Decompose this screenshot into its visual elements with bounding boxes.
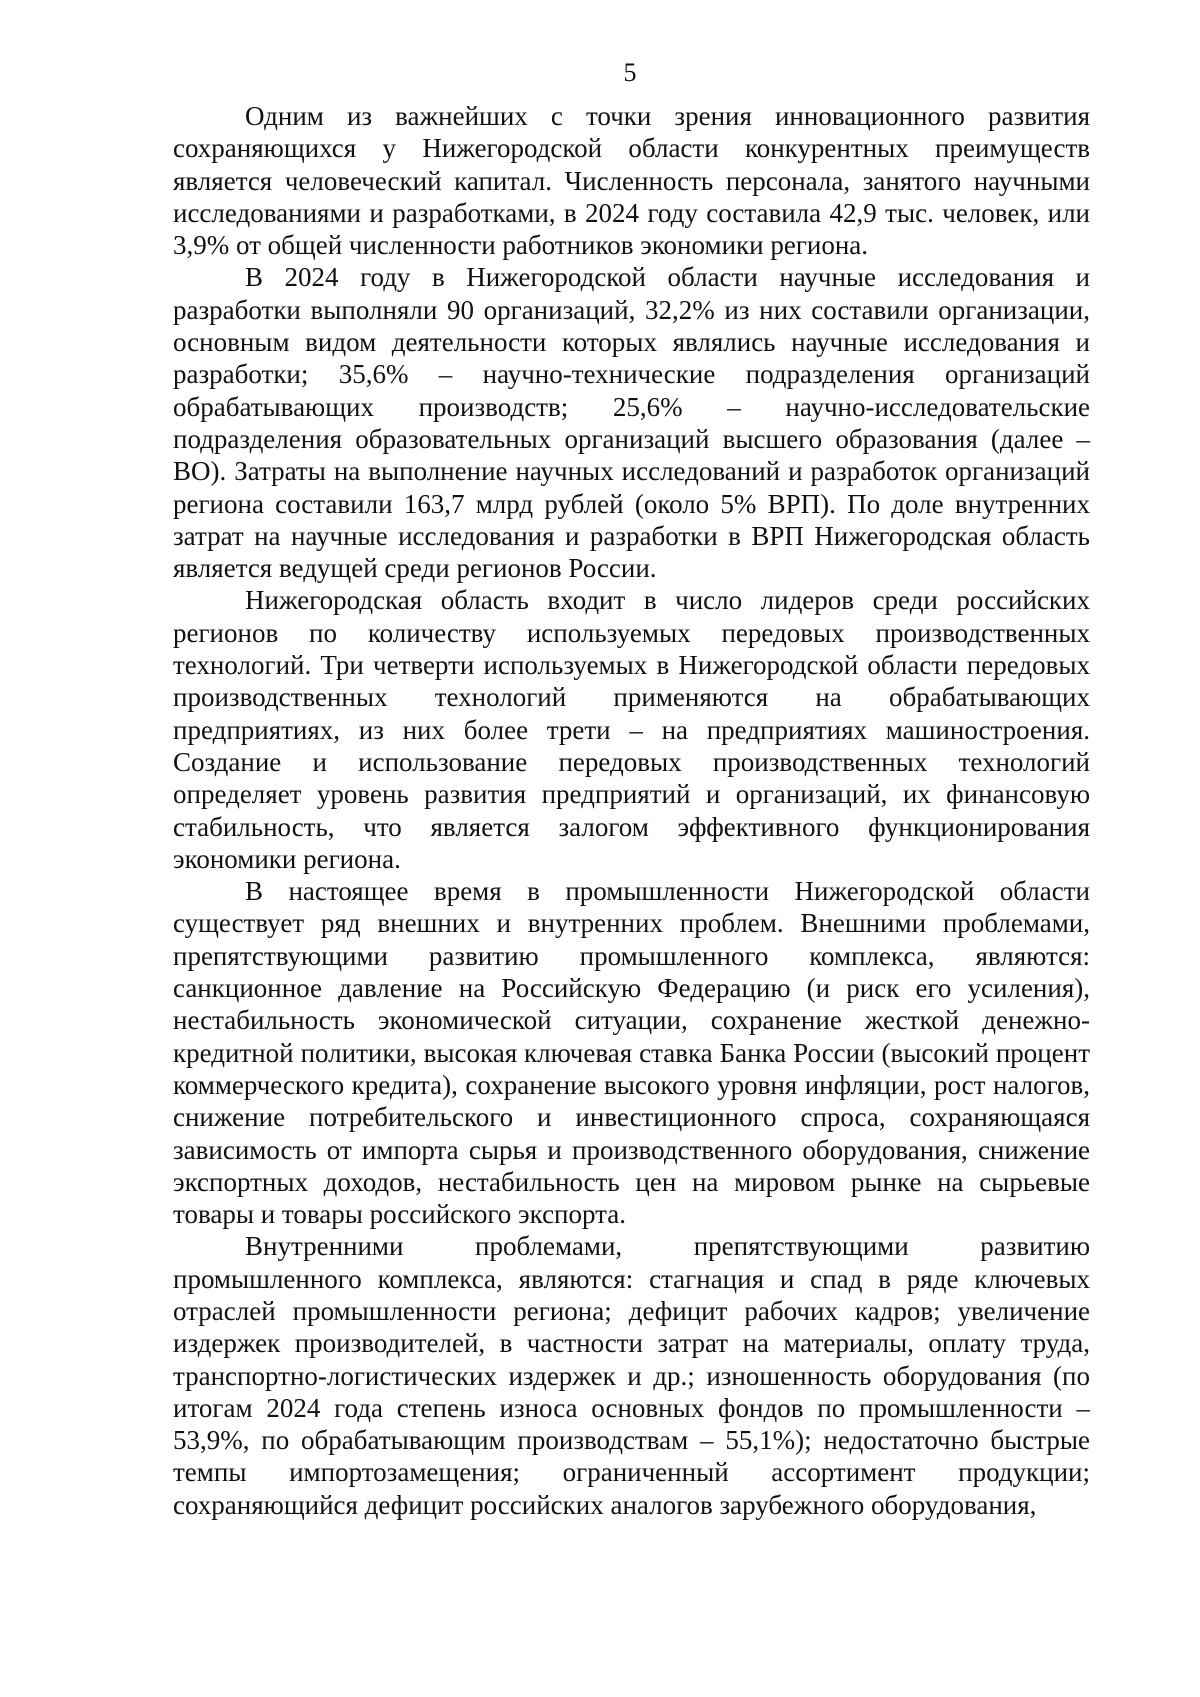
page-number: 5 bbox=[623, 58, 637, 87]
paragraph-advanced-technologies: Нижегородская область входит в число лидеров среди российских регионов по количеству используемых передовых производственных технологий. Три четверти используемых в Нижегородской области передовых производственных технологий применяются на обрабатывающих предприятиях, из них более трети – на предприятиях машиностроения. Создание и использование передовых производственных технологий определяет уровень развития предприятий и организаций, их финансовую стабильность, что является залогом эффективного функционирования экономики региона. bbox=[173, 585, 1090, 874]
paragraph-external-problems: В настоящее время в промышленности Нижегородской области существует ряд внешних и внутренних проблем. Внешними проблемами, препятствующими развитию промышленного комплекса, являются: санкционное давление на Российскую Федерацию (и риск его усиления), нестабильность экономической ситуации, сохранение жесткой денежно-кредитной политики, высокая ключевая ставка Банка России (высокий процент коммерческого кредита), сохранение высокого уровня инфляции, рост налогов, снижение потребительского и инвестиционного спроса, сохраняющаяся зависимость от импорта сырья и производственного оборудования, снижение экспортных доходов, нестабильность цен на мировом рынке на сырьевые товары и товары российского экспорта. bbox=[173, 876, 1090, 1230]
paragraph-research-organizations: В 2024 году в Нижегородской области научные исследования и разработки выполняли 90 организаций, 32,2% из них составили организации, основным видом деятельности которых являлись научные исследования и разработки; 35,6% – научно-технические подразделения организаций обрабатывающих производств; 25,6% – научно-исследовательские подразделения образовательных организаций высшего образования (далее – ВО). Затраты на выполнение научных исследований и разработок организаций региона составили 163,7 млрд рублей (около 5% ВРП). По доле внутренних затрат на научные исследования и разработки в ВРП Нижегородская область является ведущей среди регионов России. bbox=[173, 262, 1090, 584]
document-body bbox=[173, 100, 1090, 1521]
paragraph-human-capital: Одним из важнейших с точки зрения инновационного развития сохраняющихся у Нижегородской области конкурентных преимуществ является человеческий капитал. Численность персонала, занятого научными исследованиями и разработками, в 2024 году составила 42,9 тыс. человек, или 3,9% от общей численности работников экономики региона. bbox=[173, 101, 1090, 261]
paragraph-internal-problems: Внутренними проблемами, препятствующими развитию промышленного комплекса, являются: стагнация и спад в ряде ключевых отраслей промышленности региона; дефицит рабочих кадров; увеличение издержек производителей, в частности затрат на материалы, оплату труда, транспортно-логистических издержек и др.; изношенность оборудования (по итогам 2024 года степень износа основных фондов по промышленности – 53,9%, по обрабатывающим производствам – 55,1%); недостаточно быстрые темпы импортозамещения; ограниченный ассортимент продукции; сохраняющийся дефицит российских аналогов зарубежного оборудования, bbox=[173, 1231, 1090, 1520]
